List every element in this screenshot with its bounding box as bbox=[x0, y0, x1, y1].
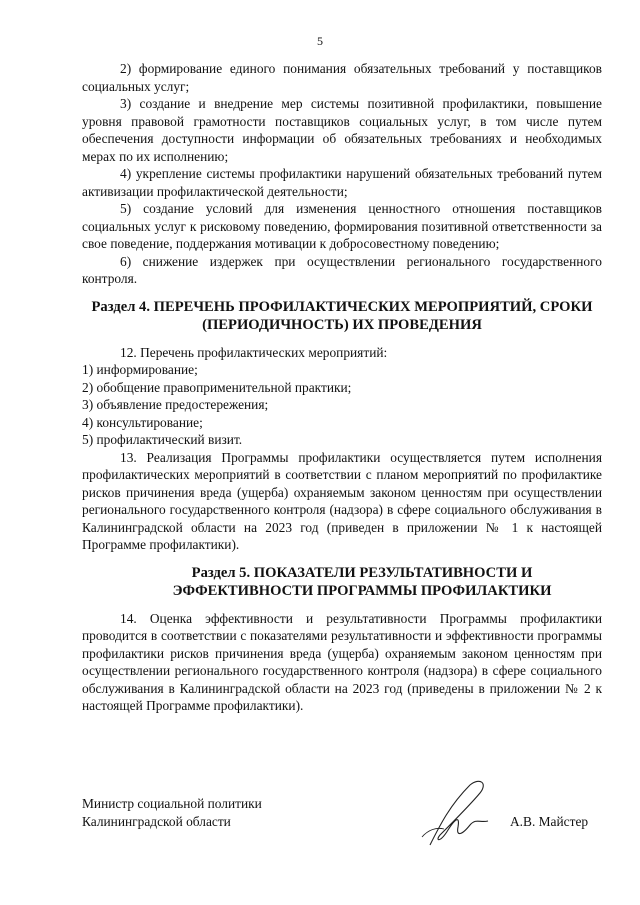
paragraph-13: 13. Реализация Программы профилактики осуществляется путем исполнения профилактических мероприятий в соответствии с планом мероприятий по профилактике рисков причинения вреда (ущерба) охраняемым законом ценностям при осуществлении регионального государственного контроля (надзора) в сфере социального обслуживания в Калининградской области на 2023 год (приведен в приложении № 1 к настоящей Программе профилактики). bbox=[82, 449, 602, 552]
measure-item-1: 1) информирование; bbox=[82, 362, 198, 377]
goal-item-3: 3) создание и внедрение мер системы позитивной профилактики, повышение уровня правовой грамотности поставщиков социальных услуг, в том числе путем обеспечения доступности информации об обязательных требованиях и необходимых мерах по их исполнению; bbox=[82, 96, 602, 164]
section-4-title-line-2: (ПЕРИОДИЧНОСТЬ) ИХ ПРОВЕДЕНИЯ bbox=[202, 316, 482, 333]
section-4-title-line-1: Раздел 4. ПЕРЕЧЕНЬ ПРОФИЛАКТИЧЕСКИХ МЕРОПРИЯТИЙ, СРОКИ bbox=[91, 298, 593, 315]
measure-item-3: 3) объявление предостережения; bbox=[82, 397, 269, 412]
signatory-position bbox=[82, 795, 262, 830]
goal-item-5: 5) создание условий для изменения ценностного отношения поставщиков социальных услуг к рисковому поведению, формирования позитивной ответственности за свое поведение, поддержания мотивации к добросовестному поведению; bbox=[82, 201, 602, 251]
measure-item-4: 4) консультирование; bbox=[82, 414, 203, 430]
section-4-heading bbox=[82, 298, 602, 334]
section-5-heading bbox=[82, 564, 602, 600]
handwritten-signature bbox=[410, 775, 500, 855]
position-line-2: Калининградской области bbox=[82, 813, 231, 829]
paragraph-12: 12. Перечень профилактических мероприятий: bbox=[120, 344, 388, 360]
goal-item-6: 6) снижение издержек при осуществлении регионального государственного контроля. bbox=[82, 253, 602, 286]
measure-item-2: 2) обобщение правоприменительной практики; bbox=[82, 379, 352, 395]
paragraph-14: 14. Оценка эффективности и результативности Программы профилактики проводится в соответствии с показателями результативности и эффективности программы профилактики рисков причинения вреда (ущерба) охраняемым законом ценностям при осуществлении регионального государственного контроля (надзора) в сфере социального обслуживания в Калининградской области на 2023 год (приведены в приложении № 2 к настоящей Программе профилактики). bbox=[82, 610, 602, 713]
section-5-title-line-2: ЭФФЕКТИВНОСТИ ПРОГРАММЫ ПРОФИЛАКТИКИ bbox=[172, 582, 552, 599]
section-5-title-line-1: Раздел 5. ПОКАЗАТЕЛИ РЕЗУЛЬТАТИВНОСТИ И bbox=[191, 564, 533, 581]
goal-item-4: 4) укрепление системы профилактики нарушений обязательных требований путем активизации профилактической деятельности; bbox=[82, 166, 602, 199]
position-line-1: Министр социальной политики bbox=[82, 796, 262, 811]
goal-item-2: 2) формирование единого понимания обязательных требований у поставщиков социальных услуг; bbox=[82, 61, 602, 94]
page-number: 5 bbox=[317, 34, 323, 48]
signatory-name: А.В. Майстер bbox=[510, 814, 589, 829]
document-body bbox=[82, 60, 602, 715]
measure-item-5: 5) профилактический визит. bbox=[82, 432, 243, 447]
